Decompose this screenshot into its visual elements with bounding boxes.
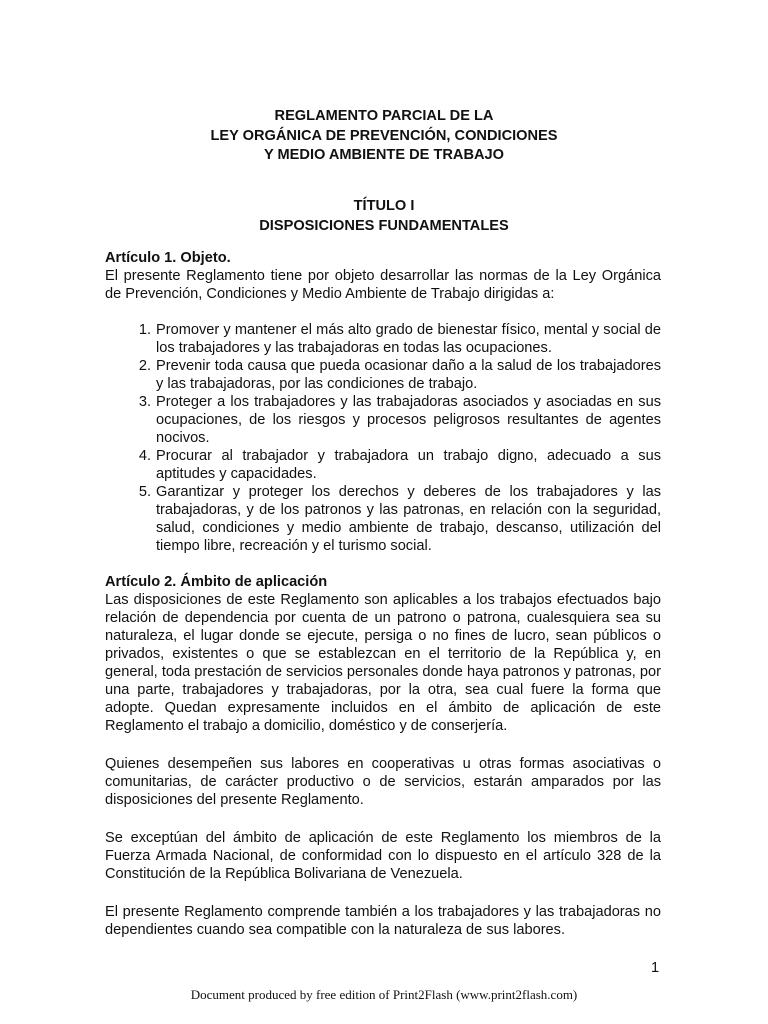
- list-item: [105, 393, 661, 447]
- list-item-text: Procurar al trabajador y trabajadora un trabajo digno, adecuado a sus aptitudes y capacidades.: [156, 448, 661, 482]
- articulo-2-paragraph-4: El presente Reglamento comprende también a los trabajadores y las trabajadoras no dependientes cuando sea compatible con la naturaleza de sus labores.: [105, 904, 661, 938]
- list-item: [105, 447, 661, 483]
- articulo-2-paragraph-3: Se exceptúan del ámbito de aplicación de este Reglamento los miembros de la Fuerza Armada Nacional, de conformidad con lo dispuesto en el artículo 328 de la Constitución de la República Bolivariana de Venezuela.: [105, 830, 661, 882]
- list-item-number: 3.: [138, 394, 151, 410]
- document-body: [105, 249, 661, 939]
- list-item-text: Promover y mantener el más alto grado de bienestar físico, mental y social de los trabajadores y las trabajadoras en todas las ocupaciones.: [156, 322, 661, 356]
- list-item-text: Prevenir toda causa que pueda ocasionar daño a la salud de los trabajadores y las trabajadoras, por las condiciones de trabajo.: [156, 358, 661, 392]
- articulo-2-paragraph-1: Las disposiciones de este Reglamento son aplicables a los trabajos efectuados bajo relación de dependencia por cuenta de un patrono o patrona, cualesquiera sea su naturaleza, el lugar donde se ejecute, persiga o no fines de lucro, sean públicos o privados, existentes o que se establezcan en el territorio de la República y, en general, toda prestación de servicios personales donde haya patronos y patronas, por una parte, trabajadores y trabajadoras, por la otra, sea cual fuere la forma que adopte. Quedan expresamente incluidos en el ámbito de aplicación de este Reglamento el trabajo a domicilio, doméstico y de conserjería.: [105, 592, 661, 734]
- document-title: [0, 107, 768, 166]
- footer-note: Document produced by free edition of Print2Flash (www.print2flash.com): [190, 987, 578, 1002]
- titulo-subtitle: DISPOSICIONES FUNDAMENTALES: [259, 218, 509, 234]
- list-item-number: 4.: [138, 448, 151, 464]
- list-item: [105, 321, 661, 357]
- list-item-text: Garantizar y proteger los derechos y deberes de los trabajadores y las trabajadoras, y de los patronos y las patronas, en relación con la seguridad, salud, condiciones y medio ambiente de trabajo, descanso, utilización del tiempo libre, recreación y el turismo social.: [156, 484, 661, 554]
- title-line-1: REGLAMENTO PARCIAL DE LA: [274, 108, 494, 124]
- list-item: [105, 357, 661, 393]
- articulo-1-intro: El presente Reglamento tiene por objeto desarrollar las normas de la Ley Orgánica de Prevención, Condiciones y Medio Ambiente de Trabajo dirigidas a:: [105, 268, 661, 302]
- articulo-1-list: [105, 321, 661, 555]
- titulo-label: TÍTULO I: [353, 198, 415, 214]
- list-item-number: 2.: [138, 358, 151, 374]
- articulo-2-heading: Artículo 2. Ámbito de aplicación: [105, 574, 328, 590]
- list-item-number: 5.: [138, 484, 151, 500]
- list-item: [105, 483, 661, 555]
- list-item-text: Proteger a los trabajadores y las trabajadoras asociados y asociadas en sus ocupaciones, de los riesgos y procesos peligrosos resultantes de agentes nocivos.: [156, 394, 661, 446]
- title-line-3: Y MEDIO AMBIENTE DE TRABAJO: [263, 147, 504, 163]
- titulo-heading: [0, 196, 768, 236]
- page-number: 1: [651, 960, 660, 976]
- list-item-number: 1.: [138, 322, 151, 338]
- articulo-2-paragraph-2: Quienes desempeñen sus labores en cooperativas u otras formas asociativas o comunitarias, de carácter productivo o de servicios, estarán amparados por las disposiciones del presente Reglamento.: [105, 756, 661, 808]
- title-line-2: LEY ORGÁNICA DE PREVENCIÓN, CONDICIONES: [210, 127, 558, 144]
- articulo-1-heading: Artículo 1. Objeto.: [105, 250, 231, 266]
